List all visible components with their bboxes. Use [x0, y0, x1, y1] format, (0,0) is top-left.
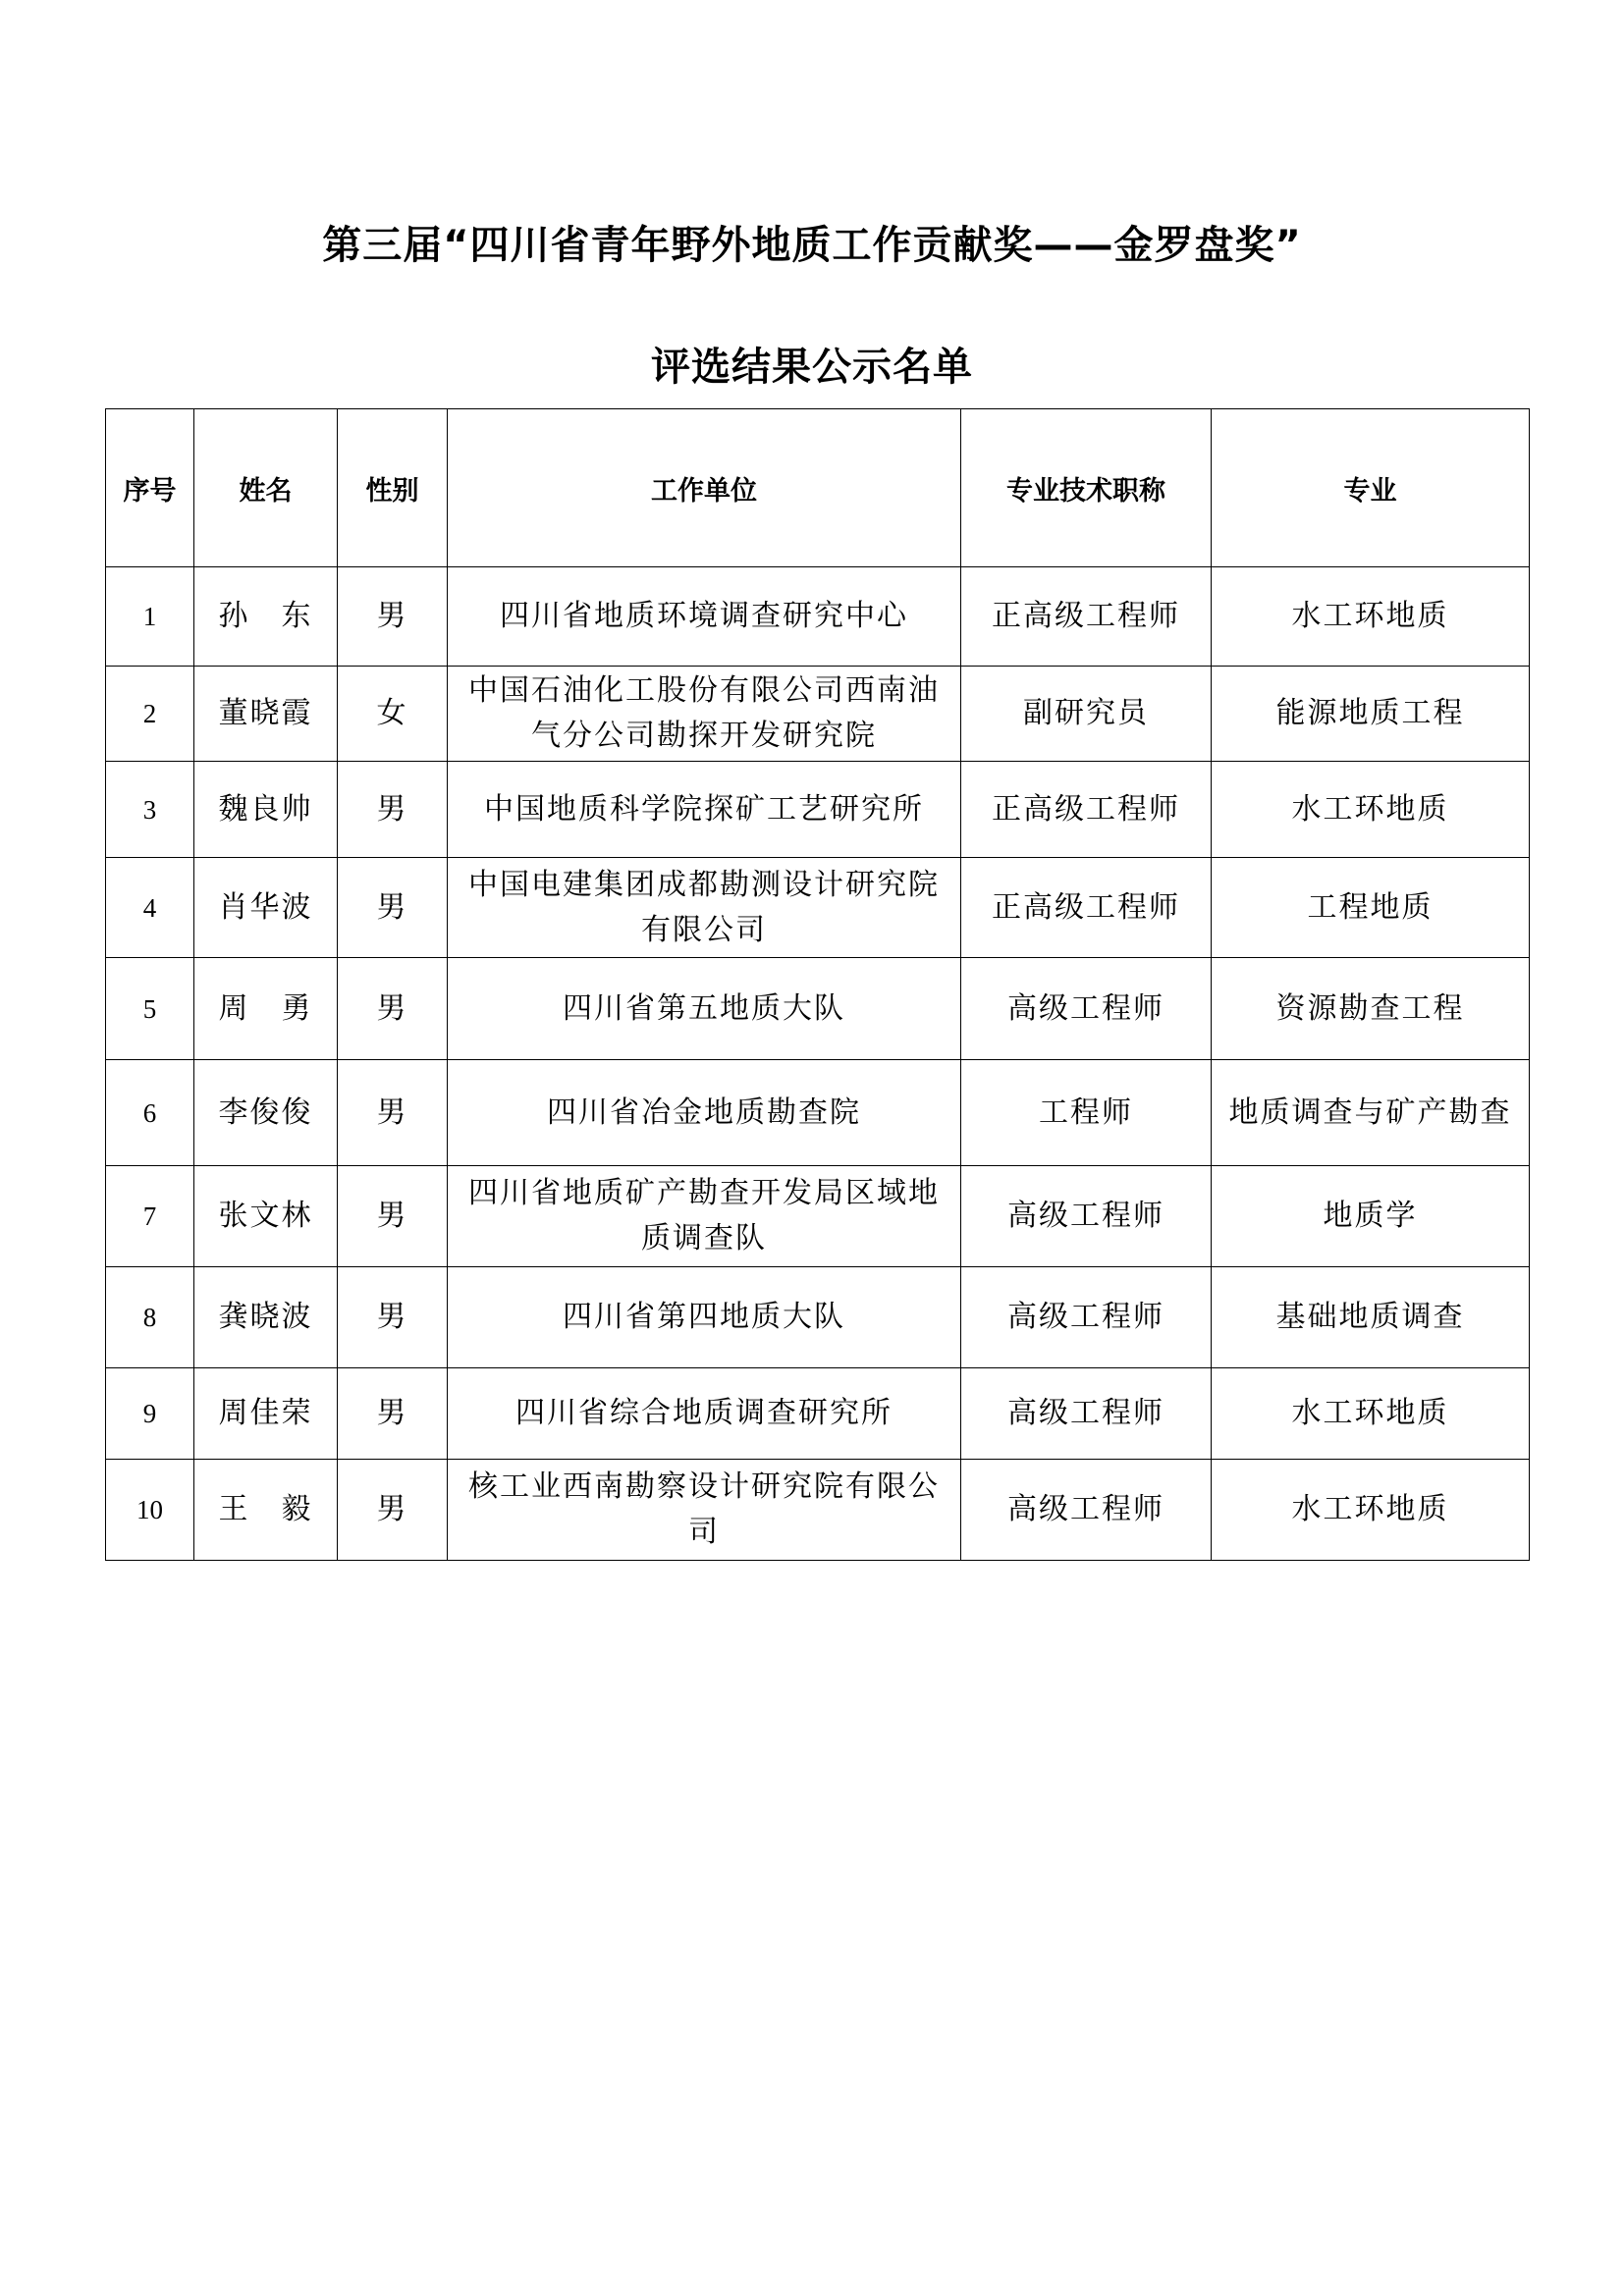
- cell-employer: 核工业西南勘察设计研究院有限公司: [448, 1460, 961, 1561]
- table-row: [106, 762, 1530, 858]
- cell-name: 董晓霞: [194, 667, 338, 762]
- cell-title: 正高级工程师: [961, 762, 1212, 858]
- cell-specialty: 水工环地质: [1212, 1368, 1530, 1460]
- cell-specialty: 能源地质工程: [1212, 667, 1530, 762]
- cell-employer: 四川省冶金地质勘查院: [448, 1060, 961, 1166]
- cell-index: 10: [106, 1460, 194, 1561]
- document-subtitle: 评选结果公示名单: [651, 345, 973, 390]
- cell-name: 龚晓波: [194, 1267, 338, 1368]
- cell-name: 李俊俊: [194, 1060, 338, 1166]
- cell-name: 周 勇: [194, 958, 338, 1060]
- cell-name: 张文林: [194, 1166, 338, 1267]
- cell-index: 1: [106, 567, 194, 667]
- cell-gender: 男: [338, 1166, 448, 1267]
- cell-specialty: 水工环地质: [1212, 1460, 1530, 1561]
- table-row: [106, 858, 1530, 958]
- cell-index: 6: [106, 1060, 194, 1166]
- awardee-table: [105, 408, 1530, 1561]
- cell-name: 王 毅: [194, 1460, 338, 1561]
- cell-gender: 男: [338, 1267, 448, 1368]
- cell-index: 9: [106, 1368, 194, 1460]
- cell-gender: 男: [338, 858, 448, 958]
- cell-specialty: 地质调查与矿产勘查: [1212, 1060, 1530, 1166]
- cell-employer: 四川省综合地质调查研究所: [448, 1368, 961, 1460]
- table-row: [106, 958, 1530, 1060]
- cell-index: 2: [106, 667, 194, 762]
- cell-specialty: 资源勘查工程: [1212, 958, 1530, 1060]
- cell-specialty: 水工环地质: [1212, 567, 1530, 667]
- cell-gender: 男: [338, 1060, 448, 1166]
- cell-specialty: 地质学: [1212, 1166, 1530, 1267]
- cell-gender: 男: [338, 1368, 448, 1460]
- cell-index: 3: [106, 762, 194, 858]
- cell-title: 正高级工程师: [961, 858, 1212, 958]
- cell-employer: 中国石油化工股份有限公司西南油气分公司勘探开发研究院: [448, 667, 961, 762]
- cell-gender: 男: [338, 1460, 448, 1561]
- cell-title: 高级工程师: [961, 1267, 1212, 1368]
- table-row: [106, 1460, 1530, 1561]
- cell-name: 肖华波: [194, 858, 338, 958]
- cell-title: 高级工程师: [961, 1368, 1212, 1460]
- cell-index: 4: [106, 858, 194, 958]
- header-specialty: 专业: [1212, 409, 1530, 567]
- header-gender: 性别: [338, 409, 448, 567]
- header-employer: 工作单位: [448, 409, 961, 567]
- table-header-row: [106, 409, 1530, 567]
- cell-index: 7: [106, 1166, 194, 1267]
- cell-gender: 女: [338, 667, 448, 762]
- table-row: [106, 1368, 1530, 1460]
- cell-index: 8: [106, 1267, 194, 1368]
- cell-name: 孙 东: [194, 567, 338, 667]
- table-row: [106, 667, 1530, 762]
- table-row: [106, 567, 1530, 667]
- table-row: [106, 1166, 1530, 1267]
- cell-gender: 男: [338, 762, 448, 858]
- cell-index: 5: [106, 958, 194, 1060]
- table-row: [106, 1267, 1530, 1368]
- cell-gender: 男: [338, 567, 448, 667]
- cell-title: 高级工程师: [961, 1166, 1212, 1267]
- cell-employer: 中国电建集团成都勘测设计研究院有限公司: [448, 858, 961, 958]
- header-index: 序号: [106, 409, 194, 567]
- cell-employer: 四川省地质矿产勘查开发局区域地质调查队: [448, 1166, 961, 1267]
- table-row: [106, 1060, 1530, 1166]
- cell-employer: 四川省第四地质大队: [448, 1267, 961, 1368]
- cell-name: 魏良帅: [194, 762, 338, 858]
- header-title: 专业技术职称: [961, 409, 1212, 567]
- cell-title: 高级工程师: [961, 1460, 1212, 1561]
- cell-employer: 中国地质科学院探矿工艺研究所: [448, 762, 961, 858]
- cell-gender: 男: [338, 958, 448, 1060]
- cell-specialty: 工程地质: [1212, 858, 1530, 958]
- cell-title: 正高级工程师: [961, 567, 1212, 667]
- cell-employer: 四川省地质环境调查研究中心: [448, 567, 961, 667]
- cell-specialty: 水工环地质: [1212, 762, 1530, 858]
- cell-employer: 四川省第五地质大队: [448, 958, 961, 1060]
- cell-name: 周佳荣: [194, 1368, 338, 1460]
- cell-title: 高级工程师: [961, 958, 1212, 1060]
- cell-specialty: 基础地质调查: [1212, 1267, 1530, 1368]
- header-name: 姓名: [194, 409, 338, 567]
- document-title: 第三届“四川省青年野外地质工作贡献奖——金罗盘奖”: [322, 223, 1302, 268]
- cell-title: 工程师: [961, 1060, 1212, 1166]
- cell-title: 副研究员: [961, 667, 1212, 762]
